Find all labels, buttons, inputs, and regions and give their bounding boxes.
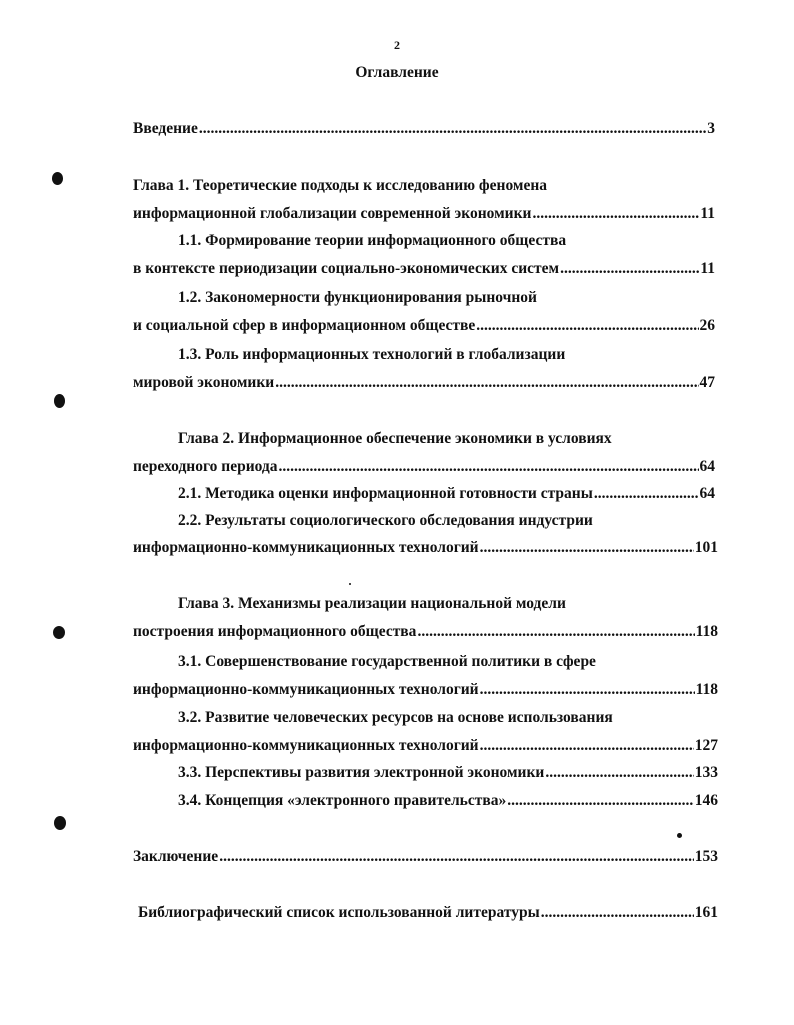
- section-1-2-heading: 1.2. Закономерности функционирования рыночной: [178, 289, 537, 306]
- entry-text: 2.1. Методика оценки информационной готовности страны: [178, 485, 593, 502]
- entry-text: переходного периода: [133, 458, 278, 475]
- toc-entry-chapter-3[interactable]: [133, 622, 718, 642]
- chapter-2-heading: Глава 2. Информационное обеспечение экономики в условиях: [178, 430, 612, 447]
- entry-page: 118: [695, 681, 718, 698]
- toc-entry-conclusion[interactable]: [133, 847, 718, 867]
- entry-page: 153: [694, 848, 718, 865]
- entry-page: 64: [699, 458, 715, 475]
- toc-entry-chapter-2[interactable]: [133, 457, 715, 477]
- toc-entry-chapter-1[interactable]: [133, 204, 715, 224]
- dot-leader: [219, 847, 694, 867]
- dot-leader: [199, 119, 706, 139]
- toc-title: Оглавление: [355, 64, 439, 81]
- section-3-2-heading: 3.2. Развитие человеческих ресурсов на основе использования: [178, 709, 613, 726]
- dot-leader: [541, 903, 694, 923]
- entry-text: Заключение: [133, 848, 219, 865]
- toc-entry-section-3-4[interactable]: [178, 791, 718, 811]
- section-2-2-heading: 2.2. Результаты социологического обследования индустрии: [178, 512, 593, 529]
- toc-entry-section-2-2[interactable]: [133, 538, 718, 558]
- dot-leader: [480, 538, 694, 558]
- entry-page: 11: [700, 260, 715, 277]
- entry-text: информационно-коммуникационных технологий: [133, 737, 479, 754]
- entry-text: Введение: [133, 120, 198, 137]
- dot-leader: [545, 763, 693, 783]
- scan-speck: [349, 583, 351, 585]
- entry-page: 146: [694, 792, 718, 809]
- toc-entry-section-3-3[interactable]: [178, 763, 718, 783]
- entry-text: 3.4. Концепция «электронного правительства»: [178, 792, 507, 809]
- entry-page: 3: [707, 120, 715, 137]
- entry-text: Библиографический список использованной литературы: [138, 904, 540, 921]
- entry-text: мировой экономики: [133, 374, 275, 391]
- entry-page: 47: [699, 374, 715, 391]
- toc-entry-section-3-2[interactable]: [133, 736, 718, 756]
- chapter-3-heading: Глава 3. Механизмы реализации национальной модели: [178, 595, 566, 612]
- toc-entry-section-1-3[interactable]: [133, 373, 715, 393]
- dot-leader: [560, 259, 699, 279]
- entry-page: 133: [694, 764, 718, 781]
- entry-page: 101: [694, 539, 718, 556]
- dot-leader: [480, 680, 695, 700]
- entry-page: 127: [694, 737, 718, 754]
- toc-entry-section-1-2[interactable]: [133, 316, 715, 336]
- entry-text: 3.3. Перспективы развития электронной экономики: [178, 764, 545, 781]
- page-number: 2: [394, 38, 400, 52]
- entry-text: информационно-коммуникационных технологий: [133, 539, 479, 556]
- toc-entry-section-3-1[interactable]: [133, 680, 718, 700]
- section-1-1-heading: 1.1. Формирование теории информационного общества: [178, 232, 567, 249]
- scan-speck: [52, 172, 63, 185]
- scan-speck: [53, 626, 65, 639]
- entry-page: 118: [695, 623, 718, 640]
- entry-text: информационной глобализации современной экономики: [133, 205, 532, 222]
- toc-entry-intro[interactable]: [133, 119, 715, 139]
- entry-page: 11: [700, 205, 715, 222]
- dot-leader: [507, 791, 694, 811]
- entry-page: 161: [694, 904, 718, 921]
- dot-leader: [594, 484, 699, 504]
- scan-speck: [677, 833, 682, 838]
- dot-leader: [476, 316, 698, 336]
- dot-leader: [275, 373, 698, 393]
- chapter-1-heading: Глава 1. Теоретические подходы к исследованию феномена: [133, 177, 548, 194]
- dot-leader: [279, 457, 699, 477]
- section-1-3-heading: 1.3. Роль информационных технологий в глобализации: [178, 346, 566, 363]
- entry-text: построения информационного общества: [133, 623, 417, 640]
- entry-page: 64: [699, 485, 715, 502]
- section-3-1-heading: 3.1. Совершенствование государственной политики в сфере: [178, 653, 596, 670]
- entry-text: информационно-коммуникационных технологий: [133, 681, 479, 698]
- entry-text: в контексте периодизации социально-экономических систем: [133, 260, 560, 277]
- toc-entry-section-1-1[interactable]: [133, 259, 715, 279]
- dot-leader: [480, 736, 694, 756]
- scan-speck: [54, 394, 65, 408]
- entry-page: 26: [699, 317, 715, 334]
- dot-leader: [532, 204, 699, 224]
- toc-entry-bibliography[interactable]: [138, 903, 718, 923]
- scan-speck: [54, 816, 66, 830]
- dot-leader: [417, 622, 694, 642]
- toc-entry-section-2-1[interactable]: [178, 484, 715, 504]
- entry-text: и социальной сфер в информационном обществе: [133, 317, 476, 334]
